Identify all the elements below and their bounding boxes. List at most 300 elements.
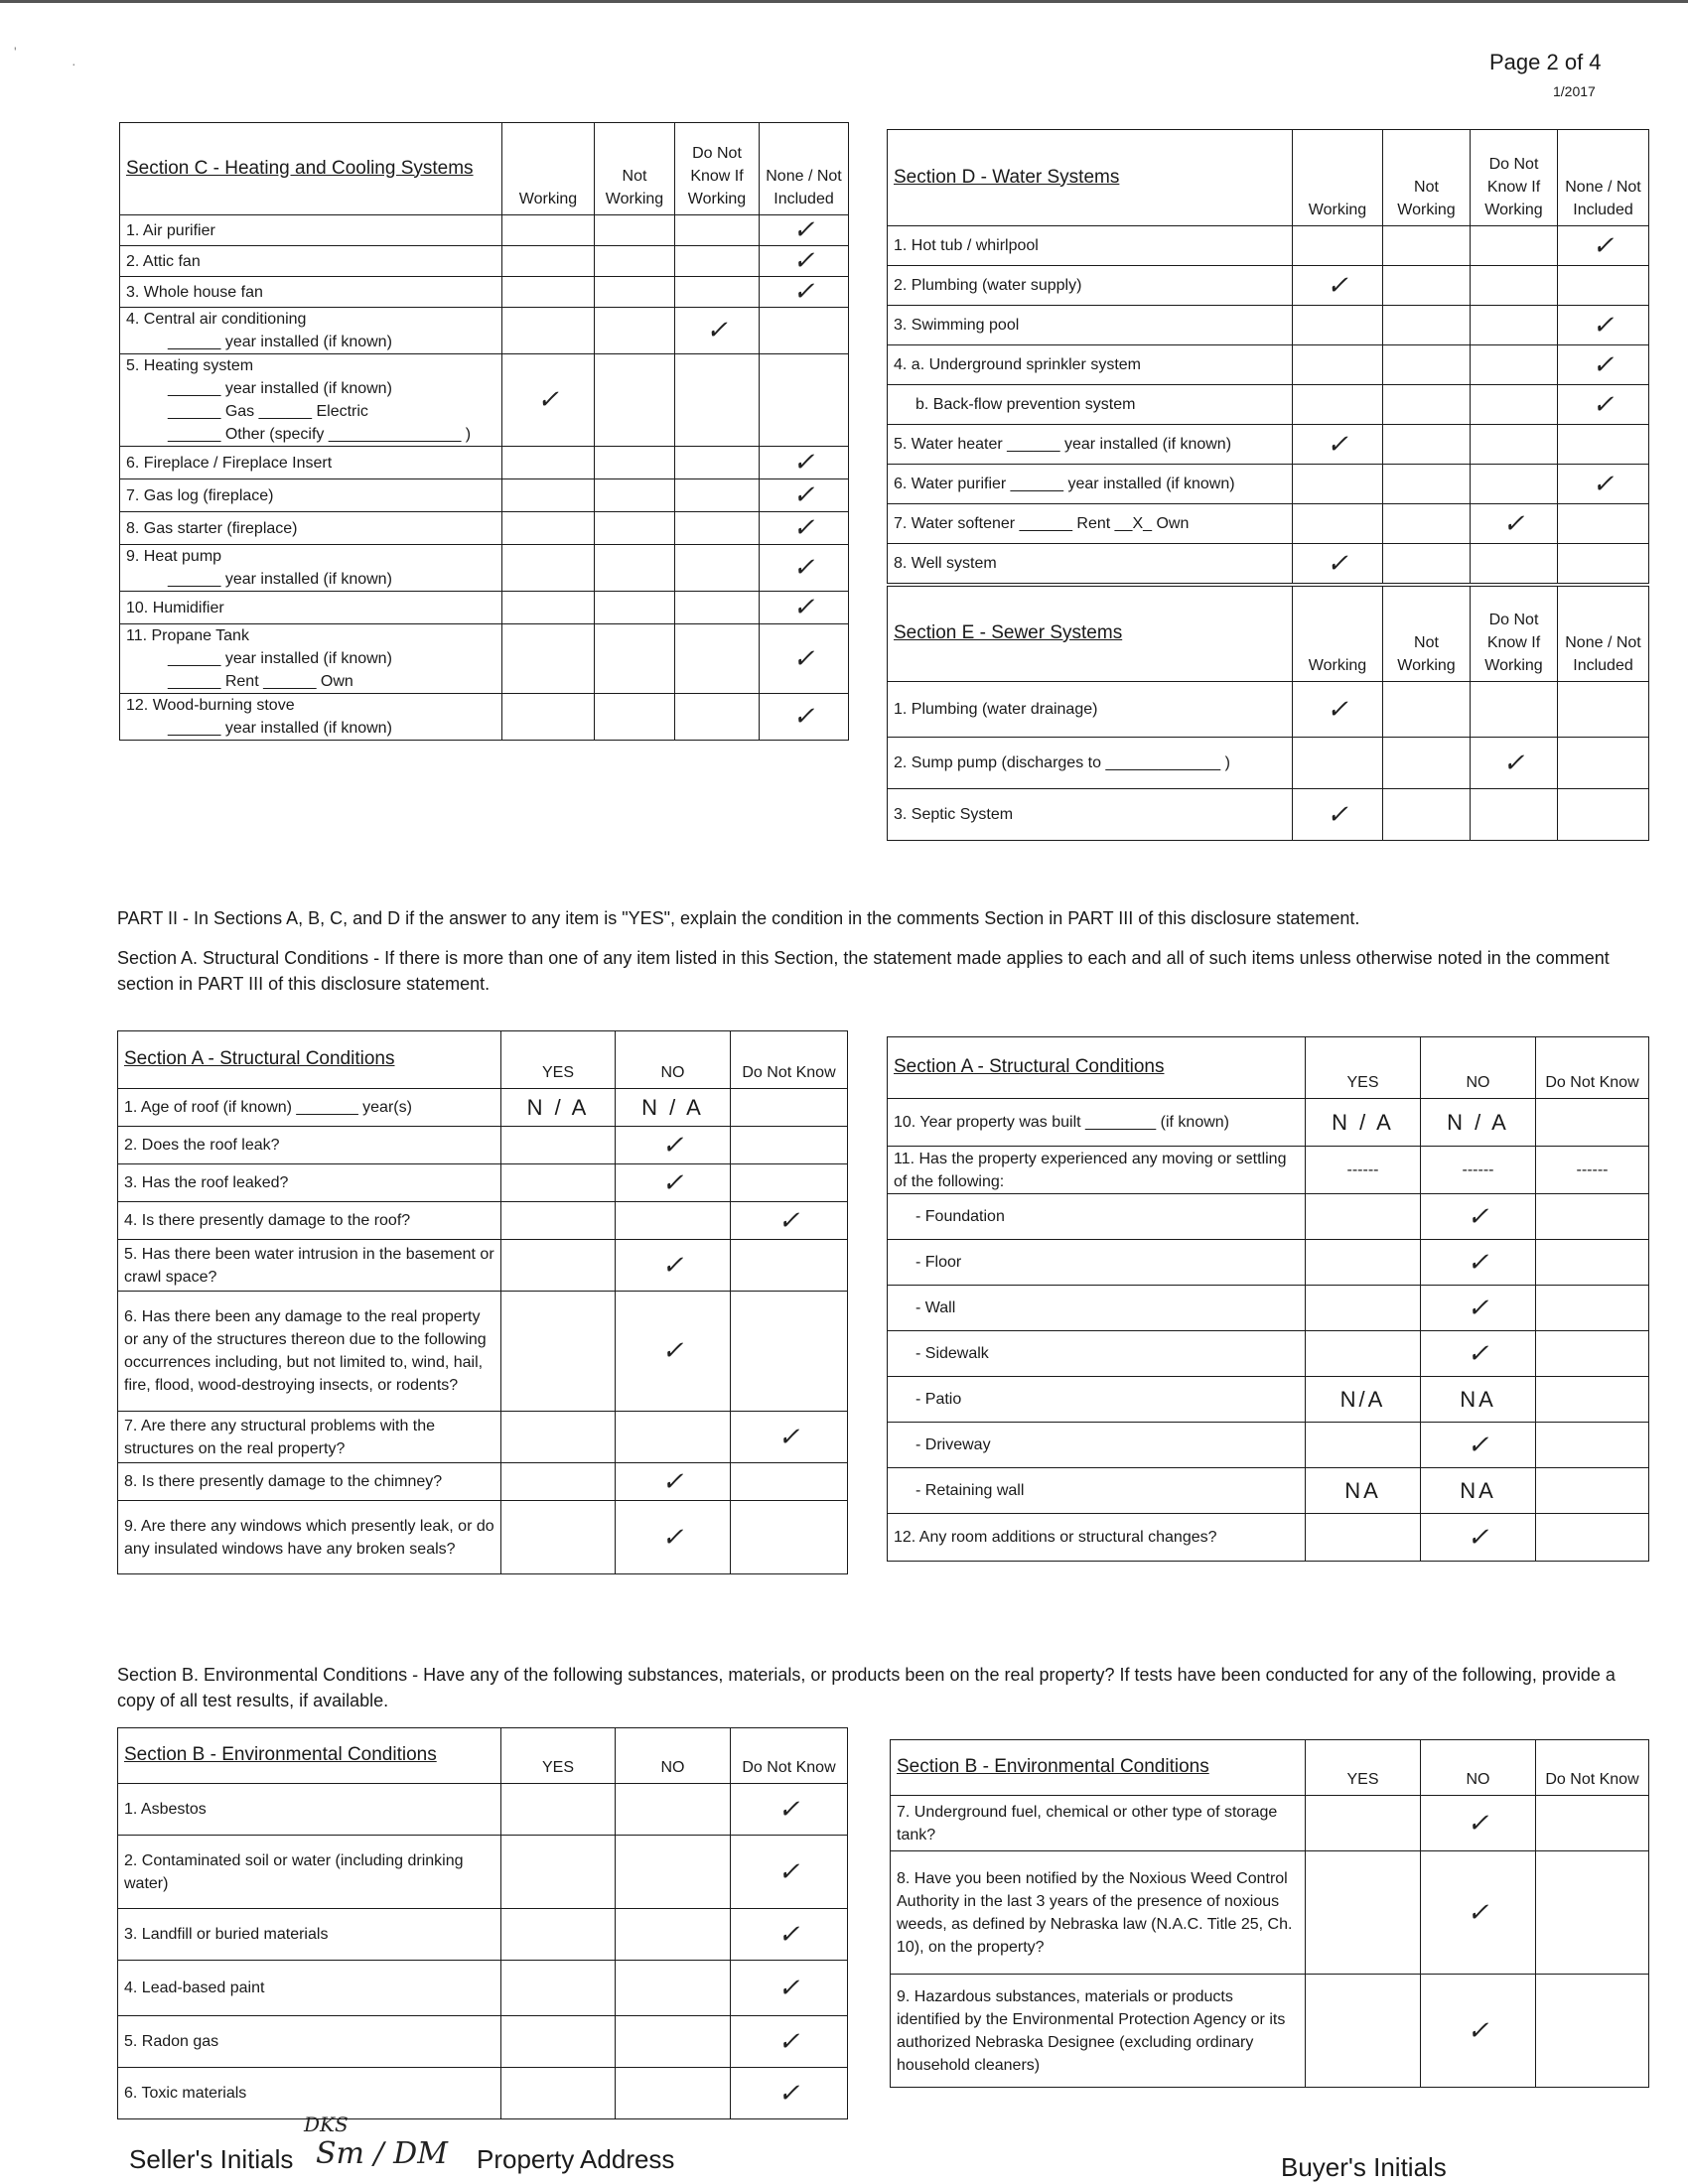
check-mark: ✓ bbox=[731, 1784, 848, 1836]
answer-cell bbox=[616, 2016, 731, 2068]
question-text: 3. Has the roof leaked? bbox=[124, 1174, 289, 1191]
col-none: None / Not Included bbox=[760, 123, 849, 215]
answer-cell bbox=[1383, 306, 1471, 345]
answer-cell bbox=[1471, 226, 1558, 266]
answer-dash: ------ bbox=[1536, 1147, 1649, 1194]
question-text: b. Back-flow prevention system bbox=[915, 396, 1136, 413]
question-subtext: ______ year installed (if known) bbox=[168, 650, 392, 667]
table-row bbox=[120, 479, 849, 512]
question-cell bbox=[888, 1147, 1306, 1194]
check-mark: ✓ bbox=[731, 2016, 848, 2068]
question-cell bbox=[888, 1377, 1306, 1423]
question-cell bbox=[888, 1468, 1306, 1514]
answer-cell bbox=[502, 308, 595, 354]
table-row bbox=[120, 545, 849, 592]
question-cell bbox=[118, 1412, 501, 1463]
answer-no: NA bbox=[1421, 1468, 1536, 1514]
question-subtext: ______ year installed (if known) bbox=[168, 720, 392, 737]
question-text: - Floor bbox=[915, 1254, 962, 1271]
check-mark: ✓ bbox=[1421, 1240, 1536, 1286]
answer-cell bbox=[675, 277, 760, 308]
question-text: 10. Year property was built ________ (if known) bbox=[894, 1114, 1229, 1131]
question-text: 4. a. Underground sprinkler system bbox=[894, 356, 1141, 373]
answer-cell bbox=[501, 1240, 616, 1292]
check-mark: ✓ bbox=[675, 308, 760, 354]
check-mark: ✓ bbox=[1558, 345, 1649, 385]
answer-cell bbox=[1558, 266, 1649, 306]
answer-cell bbox=[1471, 789, 1558, 841]
answer-cell bbox=[616, 1836, 731, 1909]
question-subtext: ______ year installed (if known) bbox=[168, 571, 392, 588]
table-row bbox=[118, 1202, 848, 1240]
table-row bbox=[118, 1961, 848, 2016]
answer-cell bbox=[1471, 345, 1558, 385]
answer-cell bbox=[1293, 385, 1383, 425]
seller-initials-value: Sm / DM bbox=[316, 2136, 448, 2171]
check-mark: ✓ bbox=[1293, 544, 1383, 584]
answer-no: NA bbox=[1421, 1377, 1536, 1423]
answer-cell bbox=[501, 1292, 616, 1412]
section-b-title: Section B - Environmental Conditions bbox=[891, 1740, 1306, 1796]
answer-cell bbox=[616, 1784, 731, 1836]
answer-cell bbox=[675, 447, 760, 479]
section-d-table bbox=[887, 129, 1649, 584]
table-row bbox=[120, 694, 849, 741]
table-row bbox=[888, 789, 1649, 841]
table-row bbox=[118, 1463, 848, 1501]
check-mark: ✓ bbox=[1558, 306, 1649, 345]
question-subtext: ______ year installed (if known) bbox=[168, 334, 392, 350]
answer-cell bbox=[501, 1961, 616, 2016]
question-text: 1. Air purifier bbox=[126, 221, 215, 239]
question-text: 11. Has the property experienced any moving or settling of the following: bbox=[894, 1150, 1287, 1190]
col-yes: YES bbox=[501, 1031, 616, 1089]
answer-dash: ------ bbox=[1421, 1147, 1536, 1194]
check-mark: ✓ bbox=[760, 277, 849, 308]
scan-speck: ' bbox=[14, 44, 17, 60]
table-row bbox=[118, 1089, 848, 1127]
check-mark: ✓ bbox=[731, 1961, 848, 2016]
table-row bbox=[888, 1147, 1649, 1194]
table-row bbox=[888, 1099, 1649, 1147]
section-a-title: Section A - Structural Conditions bbox=[888, 1037, 1306, 1099]
section-a-right-table bbox=[887, 1036, 1649, 1562]
answer-cell bbox=[502, 512, 595, 545]
table-row bbox=[888, 1423, 1649, 1468]
answer-cell bbox=[1471, 266, 1558, 306]
col-not-working: Not Working bbox=[1383, 587, 1471, 682]
table-row bbox=[888, 1468, 1649, 1514]
question-cell bbox=[888, 385, 1293, 425]
question-text: 7. Underground fuel, chemical or other type of storage tank? bbox=[897, 1803, 1278, 1843]
question-text: 8. Gas starter (fireplace) bbox=[126, 519, 298, 537]
buyer-initials-label: Buyer's Initials bbox=[1281, 2152, 1447, 2182]
table-row bbox=[888, 465, 1649, 504]
question-text: 3. Landfill or buried materials bbox=[124, 1926, 329, 1943]
col-do-not-know: Do Not Know If Working bbox=[675, 123, 760, 215]
table-row bbox=[888, 1240, 1649, 1286]
section-b-title: Section B - Environmental Conditions bbox=[118, 1728, 501, 1784]
answer-cell bbox=[1558, 504, 1649, 544]
col-do-not-know: Do Not Know bbox=[731, 1728, 848, 1784]
table-row bbox=[120, 277, 849, 308]
table-row bbox=[120, 624, 849, 694]
answer-cell bbox=[675, 624, 760, 694]
question-text: - Patio bbox=[915, 1391, 962, 1408]
question-cell bbox=[888, 425, 1293, 465]
answer-cell bbox=[502, 246, 595, 277]
answer-cell bbox=[1383, 385, 1471, 425]
question-cell bbox=[118, 2068, 501, 2119]
question-cell bbox=[888, 226, 1293, 266]
question-text: - Sidewalk bbox=[915, 1345, 989, 1362]
question-cell bbox=[120, 308, 502, 354]
question-cell bbox=[120, 479, 502, 512]
table-row bbox=[118, 1412, 848, 1463]
question-text: 1. Plumbing (water drainage) bbox=[894, 701, 1098, 718]
answer-cell bbox=[502, 479, 595, 512]
answer-cell bbox=[595, 694, 675, 741]
question-cell bbox=[888, 266, 1293, 306]
col-no: NO bbox=[616, 1031, 731, 1089]
question-text: 9. Hazardous substances, materials or products identified by the Environmental Protection Agency or its authorized Nebraska Designee (excluding ordinary household cleaners) bbox=[897, 1987, 1286, 2074]
answer-cell bbox=[1471, 682, 1558, 738]
table-row bbox=[120, 308, 849, 354]
answer-cell bbox=[760, 308, 849, 354]
question-cell bbox=[118, 1089, 501, 1127]
table-row bbox=[888, 306, 1649, 345]
table-row bbox=[120, 592, 849, 624]
check-mark: ✓ bbox=[1293, 425, 1383, 465]
table-row bbox=[888, 1194, 1649, 1240]
answer-cell bbox=[675, 354, 760, 447]
seller-initials-extra: DKS bbox=[304, 2113, 349, 2136]
col-do-not-know: Do Not Know If Working bbox=[1471, 130, 1558, 226]
question-text: 6. Toxic materials bbox=[124, 2085, 247, 2102]
question-cell bbox=[120, 592, 502, 624]
question-text: - Retaining wall bbox=[915, 1482, 1025, 1499]
answer-cell bbox=[501, 1836, 616, 1909]
question-text: 2. Contaminated soil or water (including drinking water) bbox=[124, 1851, 464, 1892]
table-row bbox=[120, 246, 849, 277]
col-no: NO bbox=[616, 1728, 731, 1784]
answer-cell bbox=[616, 1909, 731, 1961]
answer-cell bbox=[1536, 1514, 1649, 1562]
section-c-table bbox=[119, 122, 849, 741]
question-text: 5. Radon gas bbox=[124, 2033, 219, 2050]
answer-cell bbox=[1536, 1286, 1649, 1331]
question-subtext: ______ Other (specify _______________ ) bbox=[168, 426, 472, 443]
col-yes: YES bbox=[1306, 1037, 1421, 1099]
answer-cell bbox=[616, 1961, 731, 2016]
col-yes: YES bbox=[501, 1728, 616, 1784]
question-cell bbox=[118, 1909, 501, 1961]
question-cell bbox=[120, 694, 502, 741]
answer-cell bbox=[595, 215, 675, 246]
section-b-intro: Section B. Environmental Conditions - Have any of the following substances, materials, or products been on the real property? If tests have been conducted for any of the following, provide a copy of all test results, if available. bbox=[117, 1665, 1616, 1710]
answer-cell bbox=[502, 592, 595, 624]
answer-cell bbox=[1306, 1240, 1421, 1286]
property-address-label: Property Address bbox=[477, 2144, 675, 2174]
table-row bbox=[120, 354, 849, 447]
answer-cell bbox=[1293, 345, 1383, 385]
answer-cell bbox=[595, 246, 675, 277]
answer-no: N / A bbox=[1421, 1099, 1536, 1147]
answer-no: N / A bbox=[616, 1089, 731, 1127]
question-text: 1. Asbestos bbox=[124, 1801, 207, 1818]
question-text: 4. Is there presently damage to the roof? bbox=[124, 1212, 411, 1229]
question-cell bbox=[888, 1099, 1306, 1147]
answer-cell bbox=[731, 1127, 848, 1164]
table-row bbox=[888, 226, 1649, 266]
col-no: NO bbox=[1421, 1740, 1536, 1796]
col-yes: YES bbox=[1306, 1740, 1421, 1796]
col-none: None / Not Included bbox=[1558, 587, 1649, 682]
answer-cell bbox=[731, 1089, 848, 1127]
table-row bbox=[888, 1331, 1649, 1377]
answer-cell bbox=[595, 308, 675, 354]
answer-yes: N / A bbox=[1306, 1099, 1421, 1147]
check-mark: ✓ bbox=[616, 1164, 731, 1202]
answer-cell bbox=[501, 1784, 616, 1836]
check-mark: ✓ bbox=[616, 1127, 731, 1164]
question-cell bbox=[120, 545, 502, 592]
answer-cell bbox=[731, 1292, 848, 1412]
answer-cell bbox=[1383, 266, 1471, 306]
question-text: 5. Has there been water intrusion in the basement or crawl space? bbox=[124, 1245, 494, 1286]
check-mark: ✓ bbox=[1421, 1194, 1536, 1240]
answer-cell bbox=[1536, 1377, 1649, 1423]
question-cell bbox=[118, 1501, 501, 1574]
section-a-left-table bbox=[117, 1030, 848, 1574]
col-working: Working bbox=[1293, 587, 1383, 682]
check-mark: ✓ bbox=[1558, 465, 1649, 504]
question-cell bbox=[888, 306, 1293, 345]
table-row bbox=[888, 425, 1649, 465]
answer-cell bbox=[1383, 789, 1471, 841]
answer-cell bbox=[675, 512, 760, 545]
question-text: 6. Water purifier ______ year installed (if known) bbox=[894, 476, 1235, 492]
check-mark: ✓ bbox=[760, 694, 849, 741]
answer-yes: NA bbox=[1306, 1468, 1421, 1514]
check-mark: ✓ bbox=[760, 592, 849, 624]
answer-cell bbox=[1536, 1099, 1649, 1147]
question-cell bbox=[888, 504, 1293, 544]
question-text: 3. Swimming pool bbox=[894, 317, 1020, 334]
question-cell bbox=[888, 544, 1293, 584]
answer-cell bbox=[1306, 1331, 1421, 1377]
answer-cell bbox=[1293, 504, 1383, 544]
answer-yes: N/A bbox=[1306, 1377, 1421, 1423]
question-cell bbox=[888, 1194, 1306, 1240]
table-row bbox=[118, 2068, 848, 2119]
answer-cell bbox=[1558, 682, 1649, 738]
check-mark: ✓ bbox=[1471, 738, 1558, 789]
check-mark: ✓ bbox=[760, 447, 849, 479]
question-cell bbox=[120, 246, 502, 277]
question-cell bbox=[120, 512, 502, 545]
question-cell bbox=[888, 789, 1293, 841]
table-row bbox=[120, 215, 849, 246]
answer-cell bbox=[1536, 1796, 1649, 1851]
answer-cell bbox=[1293, 738, 1383, 789]
answer-cell bbox=[1536, 1468, 1649, 1514]
table-row bbox=[120, 512, 849, 545]
answer-cell bbox=[1471, 385, 1558, 425]
answer-cell bbox=[502, 624, 595, 694]
question-text: 9. Are there any windows which presently leak, or do any insulated windows have any broken seals? bbox=[124, 1517, 494, 1558]
answer-cell bbox=[1383, 738, 1471, 789]
answer-cell bbox=[1306, 1851, 1421, 1975]
question-cell bbox=[888, 1240, 1306, 1286]
answer-cell bbox=[1471, 425, 1558, 465]
question-cell bbox=[118, 2016, 501, 2068]
section-b-left-table bbox=[117, 1727, 848, 2119]
question-text: 5. Heating system bbox=[126, 357, 254, 374]
question-subtext: ______ Gas ______ Electric bbox=[168, 403, 368, 420]
question-cell bbox=[118, 1463, 501, 1501]
answer-cell bbox=[731, 1463, 848, 1501]
answer-cell bbox=[731, 1164, 848, 1202]
question-cell bbox=[888, 345, 1293, 385]
check-mark: ✓ bbox=[1421, 1796, 1536, 1851]
question-cell bbox=[118, 1202, 501, 1240]
answer-cell bbox=[502, 215, 595, 246]
check-mark: ✓ bbox=[760, 624, 849, 694]
table-row bbox=[888, 1377, 1649, 1423]
answer-cell bbox=[595, 545, 675, 592]
question-text: 6. Has there been any damage to the real property or any of the structures thereon due to the following occurrences including, but not limited to, wind, hail, fire, flood, wood-destroying insects, or rodents? bbox=[124, 1308, 487, 1394]
answer-cell bbox=[595, 479, 675, 512]
check-mark: ✓ bbox=[1558, 385, 1649, 425]
answer-cell bbox=[501, 1202, 616, 1240]
table-row bbox=[118, 1292, 848, 1412]
question-cell bbox=[118, 1127, 501, 1164]
table-row bbox=[888, 1286, 1649, 1331]
col-working: Working bbox=[502, 123, 595, 215]
table-row bbox=[118, 1501, 848, 1574]
question-text: 7. Are there any structural problems with the structures on the real property? bbox=[124, 1417, 436, 1457]
answer-cell bbox=[1383, 544, 1471, 584]
answer-cell bbox=[1383, 425, 1471, 465]
check-mark: ✓ bbox=[616, 1240, 731, 1292]
answer-cell bbox=[675, 545, 760, 592]
answer-cell bbox=[502, 277, 595, 308]
check-mark: ✓ bbox=[1421, 1975, 1536, 2088]
answer-cell bbox=[1306, 1514, 1421, 1562]
question-text: 3. Septic System bbox=[894, 806, 1014, 823]
answer-cell bbox=[1383, 465, 1471, 504]
table-row bbox=[888, 504, 1649, 544]
answer-cell bbox=[1471, 544, 1558, 584]
answer-cell bbox=[1558, 738, 1649, 789]
section-e-table bbox=[887, 586, 1649, 841]
answer-cell bbox=[595, 624, 675, 694]
answer-cell bbox=[616, 1202, 731, 1240]
answer-cell bbox=[616, 1412, 731, 1463]
question-cell bbox=[888, 682, 1293, 738]
check-mark: ✓ bbox=[1421, 1423, 1536, 1468]
answer-cell bbox=[502, 545, 595, 592]
question-text: 1. Hot tub / whirlpool bbox=[894, 237, 1039, 254]
check-mark: ✓ bbox=[1293, 266, 1383, 306]
answer-dash: ------ bbox=[1306, 1147, 1421, 1194]
answer-yes: N / A bbox=[501, 1089, 616, 1127]
question-text: 8. Is there presently damage to the chimney? bbox=[124, 1473, 443, 1490]
answer-cell bbox=[501, 1412, 616, 1463]
question-cell bbox=[118, 1784, 501, 1836]
question-text: - Wall bbox=[915, 1299, 956, 1316]
answer-cell bbox=[731, 1501, 848, 1574]
answer-cell bbox=[1383, 682, 1471, 738]
table-row bbox=[118, 1240, 848, 1292]
question-cell bbox=[888, 1331, 1306, 1377]
answer-cell bbox=[595, 592, 675, 624]
answer-cell bbox=[1536, 1240, 1649, 1286]
table-row bbox=[891, 1796, 1649, 1851]
col-do-not-know: Do Not Know bbox=[1536, 1037, 1649, 1099]
answer-cell bbox=[1293, 465, 1383, 504]
check-mark: ✓ bbox=[731, 1412, 848, 1463]
question-cell bbox=[120, 354, 502, 447]
table-row bbox=[118, 1164, 848, 1202]
answer-cell bbox=[1383, 226, 1471, 266]
question-subtext: ______ Rent ______ Own bbox=[168, 673, 353, 690]
answer-cell bbox=[1306, 1194, 1421, 1240]
answer-cell bbox=[1306, 1286, 1421, 1331]
check-mark: ✓ bbox=[1293, 789, 1383, 841]
answer-cell bbox=[595, 354, 675, 447]
answer-cell bbox=[675, 479, 760, 512]
table-row bbox=[888, 738, 1649, 789]
question-cell bbox=[120, 447, 502, 479]
check-mark: ✓ bbox=[616, 1501, 731, 1574]
question-text: 10. Humidifier bbox=[126, 599, 224, 616]
answer-cell bbox=[502, 694, 595, 741]
check-mark: ✓ bbox=[1421, 1286, 1536, 1331]
table-row bbox=[888, 345, 1649, 385]
check-mark: ✓ bbox=[731, 1909, 848, 1961]
part2-intro: PART II - In Sections A, B, C, and D if the answer to any item is "YES", explain the condition in the comments Section in PART III of this disclosure statement. bbox=[117, 908, 1360, 928]
section-d-title: Section D - Water Systems bbox=[888, 130, 1293, 226]
answer-cell bbox=[675, 215, 760, 246]
answer-cell bbox=[1471, 306, 1558, 345]
question-text: 2. Does the roof leak? bbox=[124, 1137, 280, 1154]
table-row bbox=[888, 544, 1649, 584]
question-text: 12. Wood-burning stove bbox=[126, 697, 295, 714]
answer-cell bbox=[1536, 1975, 1649, 2088]
table-row bbox=[888, 1514, 1649, 1562]
answer-cell bbox=[501, 2016, 616, 2068]
check-mark: ✓ bbox=[502, 354, 595, 447]
question-cell bbox=[888, 1286, 1306, 1331]
question-text: 2. Plumbing (water supply) bbox=[894, 277, 1082, 294]
col-no: NO bbox=[1421, 1037, 1536, 1099]
answer-cell bbox=[595, 277, 675, 308]
question-text: 5. Water heater ______ year installed (if known) bbox=[894, 436, 1232, 453]
question-text: 2. Attic fan bbox=[126, 252, 201, 270]
check-mark: ✓ bbox=[1558, 226, 1649, 266]
question-cell bbox=[118, 1836, 501, 1909]
scan-speck: · bbox=[71, 56, 76, 71]
answer-cell bbox=[1536, 1851, 1649, 1975]
question-cell bbox=[891, 1851, 1306, 1975]
answer-cell bbox=[675, 694, 760, 741]
answer-cell bbox=[501, 2068, 616, 2119]
answer-cell bbox=[675, 246, 760, 277]
col-do-not-know: Do Not Know If Working bbox=[1471, 587, 1558, 682]
answer-cell bbox=[1558, 789, 1649, 841]
